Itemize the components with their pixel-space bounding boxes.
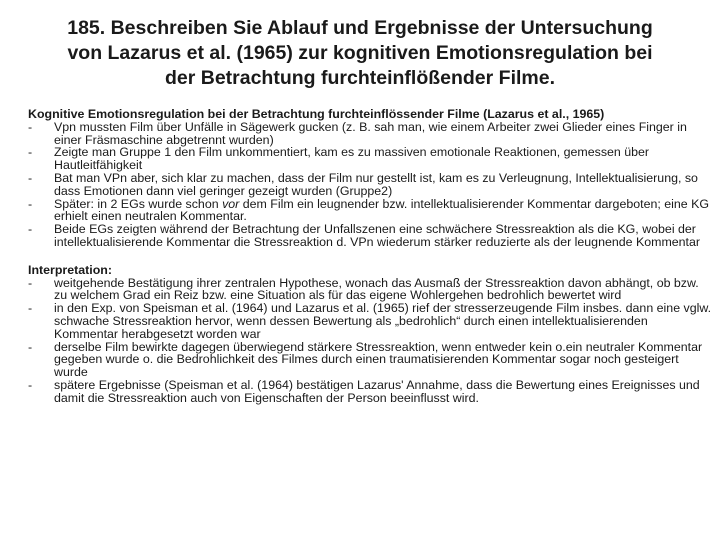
list-dash: -: [28, 301, 33, 316]
list-dash: -: [28, 196, 33, 211]
list-dash: -: [28, 339, 33, 354]
list-dash: -: [28, 119, 33, 134]
text-segment: Später: in 2 EGs wurde schon: [54, 196, 223, 211]
list-dash: -: [28, 222, 33, 237]
section-heading: Kognitive Emotionsregulation bei der Betrachtung furchteinflössender Filme (Lazarus et al., 1965): [28, 107, 605, 121]
list-item-text: derselbe Film bewirkte dagegen überwiegend stärkere Stressreaktion, wenn entweder kein o.ein neutraler Kommentar gegeben wurde o. die Bedrohlichkeit des Filmes durch einen traumatisierenden Kommentar sogar noch gesteigert wurde: [54, 339, 703, 380]
list-item-text: spätere Ergebnisse (Speisman et al. (1964) bestätigen Lazarus' Annahme, dass die Bewertung eines Ereignisses und damit die Stressreaktion auch von Eigenschaften der Person beeinflusst wird.: [54, 377, 700, 405]
list-dash: -: [28, 377, 33, 392]
list-item: [28, 121, 712, 147]
title-line: der Betrachtung furchteinflößender Filme.: [164, 67, 556, 89]
list-item: [28, 172, 712, 198]
list-item: [28, 379, 712, 405]
list-dash: -: [28, 275, 33, 290]
list-item-text: [54, 197, 709, 224]
list-item-text: weitgehende Bestätigung ihrer zentralen Hypothese, wonach das Ausmaß der Stressreaktion davon abhängt, ob bzw. zu welchem Grad ein Reiz bzw. eine Situation als für das eigene Wohlergehen bedrohlich bewertet wird: [54, 275, 699, 303]
list-item: [28, 341, 712, 379]
section-gap: [28, 249, 712, 264]
title-line: 185. Beschreiben Sie Ablauf und Ergebnisse der Untersuchung: [67, 17, 653, 39]
slide-body: [28, 108, 712, 405]
emphasis-text: vor: [222, 196, 240, 211]
list-item: [28, 223, 712, 249]
text-segment: dem Film ein leugnender bzw. intellektualisierender Kommentar dargeboten; eine KG erhielt einen neutralen Kommentar.: [54, 196, 710, 224]
list-item-text: Vpn mussten Film über Unfälle in Sägewerk gucken (z. B. sah man, wie einem Arbeiter zwei Glieder eines Finger in einer Fräsmaschine abgetrennt wurden): [54, 119, 687, 147]
section-heading: Interpretation:: [28, 262, 112, 277]
slide-title: [40, 16, 680, 91]
list-item-text: Bat man VPn aber, sich klar zu machen, dass der Film nur gestellt ist, kam es zu Verleugnung, Intellektualisierung, so dass Emotionen dann viel geringer gezeigt wurden (Gruppe2): [54, 170, 698, 198]
list-item-text: Beide EGs zeigten während der Betrachtung der Unfallszenen eine schwächere Stressreaktion als die KG, wobei der intellektualisierende Kommentar die Stressreaktion d. VPn wiederum stärker reduzierte als der leugnende Kommentar: [54, 222, 701, 249]
list-item: [28, 198, 712, 224]
title-line: von Lazarus et al. (1965) zur kognitiven Emotionsregulation bei: [67, 42, 653, 64]
list-item: [28, 146, 712, 172]
list-item: [28, 277, 712, 303]
list-dash: -: [28, 145, 33, 160]
list-item: [28, 302, 712, 340]
list-dash: -: [28, 170, 33, 185]
list-item-text: Zeigte man Gruppe 1 den Film unkommentiert, kam es zu massiven emotionale Reaktionen, gemessen über Hautleitfähigkeit: [54, 145, 650, 173]
list-item-text: in den Exp. von Speisman et al. (1964) und Lazarus et al. (1965) rief der stresserzeugende Film insbes. dann eine vglw. schwache Stressreaktion hervor, wenn dessen Bewertung als „bedrohlich“ durch einen intellektualisierenden Kommentar herabgesetzt worden war: [54, 301, 712, 341]
